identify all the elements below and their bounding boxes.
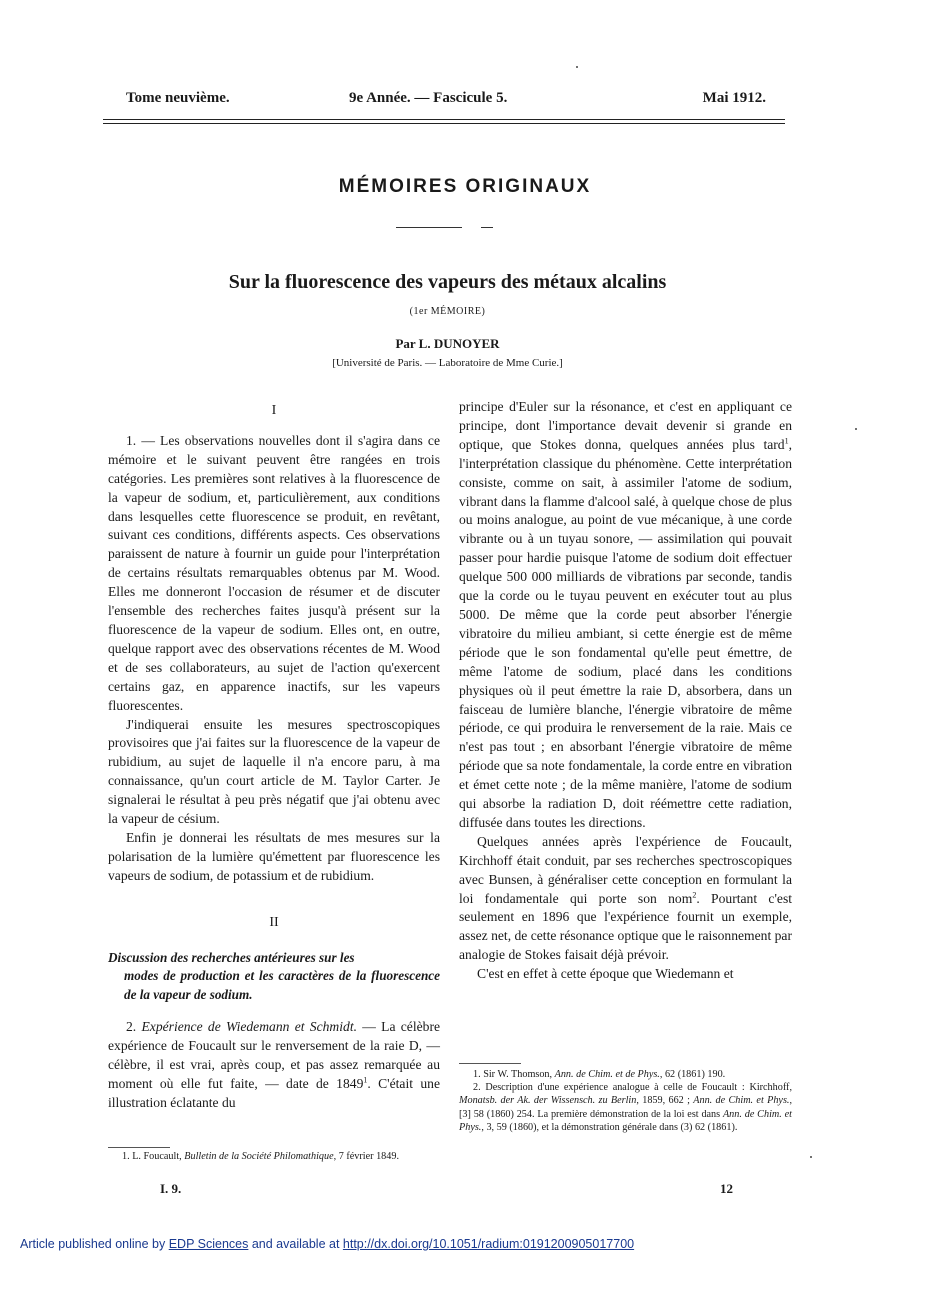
para4-text: — La célèbre expérience de Foucault sur le renversement de la raie D, — célèbre, il est vrai, après coup, et pas assez remarquée au moment où elle fut faite, — date de 1849 — [108, 1019, 441, 1091]
publisher-note — [20, 1237, 920, 1251]
right-footnote-1 — [459, 1068, 792, 1081]
header-issue: 9e Année. — Fascicule 5. — [349, 90, 508, 106]
rfn2-journal-1: Monatsb. der Ak. der Wissensch. zu Berlin — [459, 1095, 637, 1107]
left-footnote-rule — [108, 1147, 170, 1148]
page-signature: I. 9. — [160, 1181, 182, 1196]
footnote-ref-r1: 1 — [784, 436, 789, 446]
paragraph-4 — [108, 1018, 440, 1113]
part-numeral-2: II — [269, 914, 279, 930]
section-subheading — [108, 949, 440, 1005]
edp-sciences-link[interactable]: EDP Sciences — [168, 1237, 249, 1251]
speck — [810, 1156, 812, 1158]
paragraph-2: J'indiquerai ensuite les mesures spectroscopiques provisoires que j'ai faites sur la fluorescence de la vapeur de rubidium, au sujet de laquelle il n'a encore paru, à ma connaissance, qu'un court article de M. Taylor Carter. Je signalerai le résultat à peu près négatif que j'ai obtenu avec la vapeur de césium. — [108, 716, 440, 827]
rfn2-end: , 3, 59 (1860), et la démonstration générale dans (3) 62 (1861). — [481, 1121, 738, 1133]
header-rule-thick — [103, 119, 785, 120]
rp1-end: , l'interprétation classique du phénomène. Cette interprétation consiste, comme on sait, à assimiler l'atome de sodium, vibrant dans la flamme d'alcool salé, à quelque chose de plus ou moins analogue, au point de vue mécanique, à une corde vibrante ou à un tuyau sonore, — assimilation qui pouvait passer pour hardie puisque l'atome de sodium doit effectuer quelque 500 000 milliards de vibrations par seconde, tandis que la corde ou le tuyau peuvent en exécuter tout au plus 5000. De même que la corde peut absorber l'énergie vibratoire du milieu ambiant, si cette énergie est de même période que le son fondamental qu'elle peut émettre, de même l'atome de sodium, placé dans les conditions physiques où il peut émettre la raie D, absorbera, dans un faisceau de lumière blanche, l'énergie vibratoire de même période, ce qui produira le renversement de la raie. Mais ce n'est pas tout ; en absorbant l'énergie vibratoire de même période que sa note fondamentale, la corde entre en vibration et émet cette note ; de la même manière, l'atome de sodium qui absorbe la radiation D, doit réémettre cette radiation, diffusée dans toutes les directions. — [459, 436, 792, 830]
rfn2-lead: 2. Description d'une expérience analogue à celle de Foucault : Kirchhoff, — [473, 1082, 792, 1094]
right-column — [459, 398, 792, 984]
subheading-continuation: modes de production et les caractères de la fluorescence de la vapeur de sodium. — [124, 968, 440, 1002]
left-column — [108, 402, 440, 1113]
rp1-text: principe d'Euler sur la résonance, et c'est en appliquant ce principe, dont l'importance devait devenir si grande en optique, que Stokes donna, quelques années plus tard — [459, 399, 792, 452]
footnote1-journal: Bulletin de la Société Philomathique — [184, 1151, 334, 1162]
article-subtitle: (1er MÉMOIRE) — [409, 306, 486, 317]
paragraph-1: 1. — Les observations nouvelles dont il s'agira dans ce mémoire et le suivant peuvent être rangées en trois catégories. Les premières sont relatives à la fluorescence de la vapeur de sodium, et, particulièrement, aux conditions dans lesquelles cette fluorescence se produit, en revêtant, suivant ces conditions, différents aspects. Ces observations paraissent de nature à fournir un guide pour l'interprétation de certains résultats remarquables obtenus par M. Wood. Elles me donneront l'occasion de résumer et de discuter l'ensemble des recherches faites jusqu'à présent sur la fluorescence de la vapeur de sodium. Elles ont, en outre, quelque rapport avec des observations récentes de M. Wood et de ses collaborateurs, au sujet de l'action qu'exercent certains gaz, en apparence inactifs, sur les vapeurs fluorescentes. — [108, 432, 440, 713]
header-volume: Tome neuvième. — [126, 90, 230, 106]
title-ornament-rule — [396, 227, 462, 228]
right-paragraph-2 — [459, 833, 792, 965]
article-affiliation: [Université de Paris. — Laboratoire de Mme Curie.] — [332, 357, 563, 369]
footnote-ref-r2: 2 — [692, 890, 697, 900]
rfn1-journal: Ann. de Chim. et de Phys. — [554, 1069, 660, 1080]
rfn1-ref: , 62 (1861) 190. — [659, 1069, 726, 1080]
rp2-text: Quelques années après l'expérience de Foucault, Kirchhoff était conduit, par ses recherches spectroscopiques avec Bunsen, à généraliser cette conception en formulant la loi fondamentale qui porte son nom — [459, 833, 792, 906]
rfn2-journal-2: Ann. de Chim. et Phys. — [693, 1095, 790, 1107]
page-number: 12 — [720, 1181, 733, 1196]
speck — [855, 428, 857, 430]
right-footnotes — [459, 1068, 792, 1134]
left-footnote-1 — [108, 1150, 440, 1163]
article-author: Par L. DUNOYER — [395, 336, 500, 351]
rfn2-mid-1: , 1859, 662 ; — [636, 1095, 694, 1107]
running-header — [126, 90, 766, 110]
para4-number: 2. — [126, 1019, 142, 1035]
publisher-note-text: Article published online by — [20, 1237, 169, 1251]
article-title: Sur la fluorescence des vapeurs des métaux alcalins — [228, 271, 667, 293]
rp2-end: . Pourtant c'est seulement en 1896 que l'expérience fournit un exemple, assez net, de cette résonance optique que le raisonnement par analogie de Stokes faisait déjà prévoir. — [459, 890, 793, 963]
doi-link[interactable]: http://dx.doi.org/10.1051/radium:0191200905017700 — [342, 1237, 635, 1251]
header-date: Mai 1912. — [702, 90, 766, 106]
right-footnote-2 — [459, 1081, 792, 1134]
publisher-note-mid: and available at — [248, 1237, 343, 1251]
right-footnote-rule — [459, 1063, 521, 1064]
rfn2-mid-2: , [3] 58 (1860) 254. La première démonstration de la loi est dans — [459, 1095, 793, 1120]
section-title: MÉMOIRES ORIGINAUX — [338, 176, 592, 197]
title-ornament-dash — [481, 227, 493, 228]
header-rule-thin — [103, 123, 785, 124]
para4-end: . C'était une illustration éclatante du — [108, 1075, 440, 1110]
right-paragraph-1 — [459, 398, 792, 833]
speck — [576, 66, 578, 68]
left-footnotes — [108, 1150, 440, 1163]
footnote-ref-1: 1 — [363, 1075, 368, 1085]
rfn2-journal-3: Ann. de Chim. et Phys. — [459, 1108, 792, 1133]
part-numeral-1: I — [271, 403, 277, 418]
subheading-line-1: Discussion des recherches antérieures sur les — [108, 949, 355, 965]
rfn1-author: 1. Sir W. Thomson, — [473, 1069, 555, 1080]
footnote1-date: , 7 février 1849. — [333, 1151, 399, 1162]
right-paragraph-3: C'est en effet à cette époque que Wiedemann et — [477, 966, 734, 982]
para4-italic-title: Expérience de Wiedemann et Schmidt. — [141, 1019, 357, 1035]
paragraph-3: Enfin je donnerai les résultats de mes mesures sur la polarisation de la lumière qu'émettent par fluorescence les vapeurs de sodium, de potassium et de rubidium. — [108, 829, 440, 883]
footnote1-author: 1. L. Foucault, — [122, 1151, 185, 1162]
